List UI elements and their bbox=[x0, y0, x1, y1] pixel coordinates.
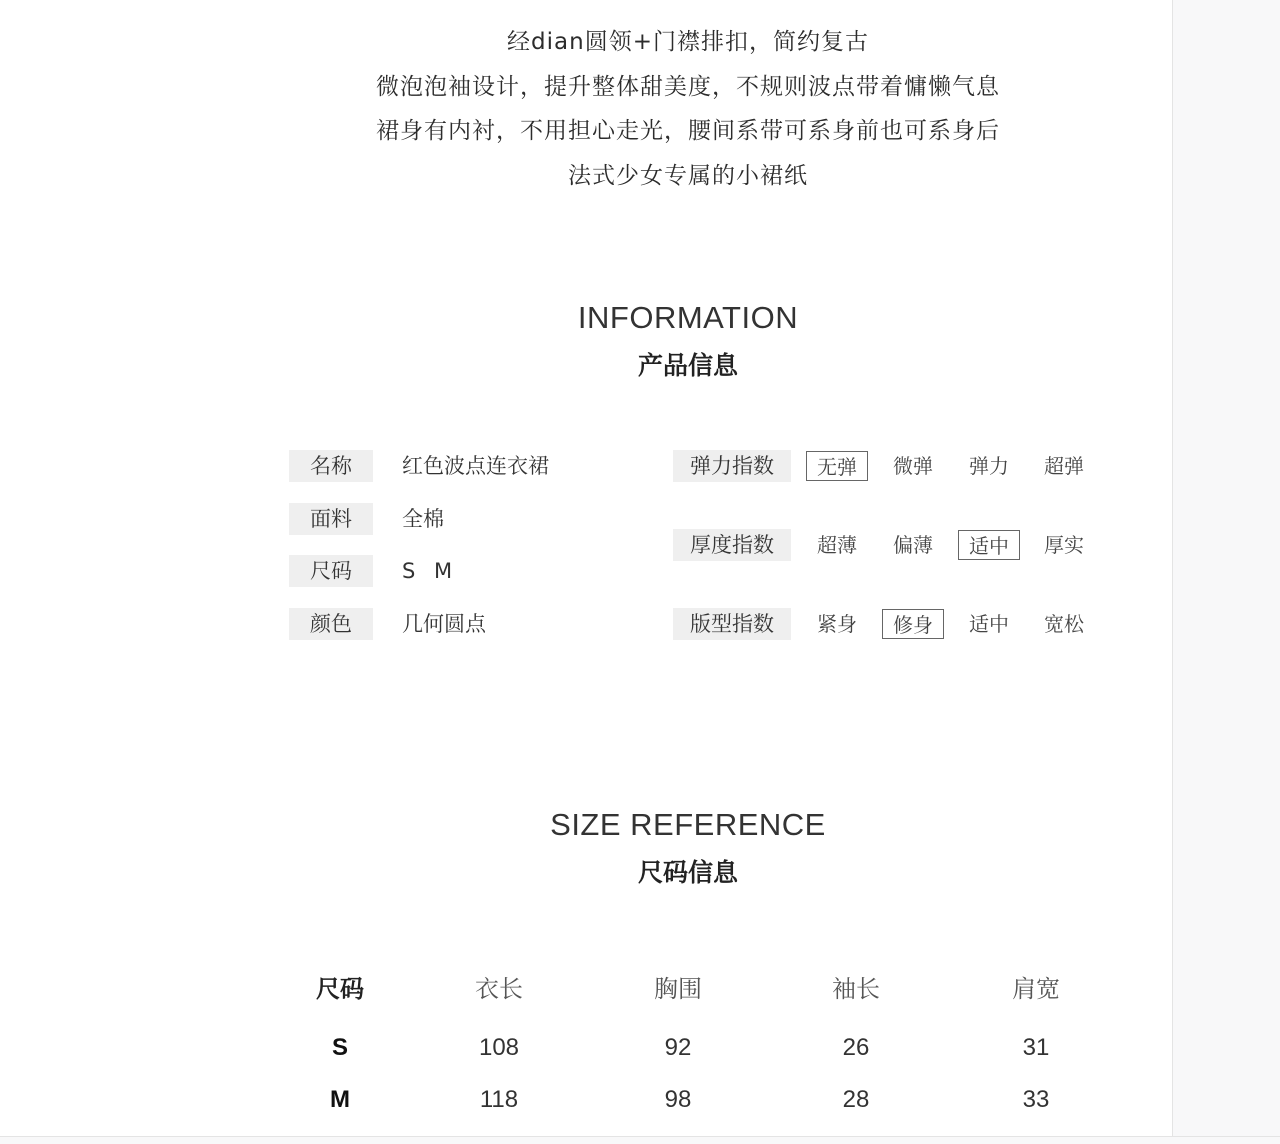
field-label-name: 名称 bbox=[289, 450, 373, 482]
size-table-cell: 92 bbox=[664, 1034, 692, 1061]
rating-option: 厚实 bbox=[1044, 533, 1084, 557]
intro-line: 法式少女专属的小裙纸 bbox=[568, 162, 808, 189]
size-table-cell: 118 bbox=[479, 1086, 519, 1113]
size-table-cell: 33 bbox=[1022, 1086, 1050, 1113]
rating-option-selected: 修身 bbox=[882, 609, 944, 639]
field-value-color: 几何圆点 bbox=[402, 612, 486, 636]
information-title-zh: 产品信息 bbox=[637, 351, 738, 380]
field-value-name: 红色波点连衣裙 bbox=[402, 454, 549, 478]
size-table-header: 袖长 bbox=[832, 975, 880, 1003]
size-table-cell: M bbox=[330, 1086, 350, 1113]
size-table-cell: 28 bbox=[842, 1086, 870, 1113]
rating-option: 偏薄 bbox=[893, 533, 933, 557]
rating-option-selected: 适中 bbox=[958, 530, 1020, 560]
information-title-en: INFORMATION bbox=[577, 300, 799, 335]
rating-option: 超弹 bbox=[1044, 454, 1084, 478]
rating-option: 紧身 bbox=[817, 612, 857, 636]
rating-label-elasticity: 弹力指数 bbox=[673, 450, 791, 482]
size-table-cell: S bbox=[331, 1034, 348, 1061]
size-table-header: 肩宽 bbox=[1012, 975, 1060, 1003]
rating-label-thickness: 厚度指数 bbox=[673, 529, 791, 561]
intro-line: 微泡泡袖设计，提升整体甜美度，不规则波点带着慵懒气息 bbox=[376, 73, 1000, 100]
field-label-size: 尺码 bbox=[289, 555, 373, 587]
size-table-header: 衣长 bbox=[475, 975, 523, 1003]
rating-option: 超薄 bbox=[817, 533, 857, 557]
size-title-en: SIZE REFERENCE bbox=[550, 807, 826, 842]
size-table-cell: 26 bbox=[842, 1034, 870, 1061]
rating-label-fit: 版型指数 bbox=[673, 608, 791, 640]
field-label-fabric: 面料 bbox=[289, 503, 373, 535]
intro-text bbox=[0, 20, 1280, 198]
field-value-fabric: 全棉 bbox=[402, 507, 444, 531]
size-table-cell: 108 bbox=[478, 1034, 520, 1061]
field-value-size: S M bbox=[402, 559, 459, 583]
field-label-color: 颜色 bbox=[289, 608, 373, 640]
intro-line: 裙身有内衬，不用担心走光，腰间系带可系身前也可系身后 bbox=[376, 118, 1000, 144]
size-table-cell: 98 bbox=[664, 1086, 692, 1113]
page-side-gutter bbox=[1172, 0, 1280, 1136]
rating-option-selected: 无弹 bbox=[806, 451, 868, 481]
intro-line: 经dian圆领+门襟排扣，简约复古 bbox=[507, 29, 869, 55]
size-table-cell: 31 bbox=[1022, 1034, 1050, 1061]
rating-option: 弹力 bbox=[969, 454, 1009, 478]
size-table-header: 尺码 bbox=[316, 975, 364, 1003]
size-title-zh: 尺码信息 bbox=[637, 858, 738, 887]
rating-option: 宽松 bbox=[1044, 612, 1084, 636]
size-table-header: 胸围 bbox=[654, 975, 702, 1003]
rating-option: 适中 bbox=[969, 612, 1009, 636]
rating-option: 微弹 bbox=[893, 454, 933, 478]
